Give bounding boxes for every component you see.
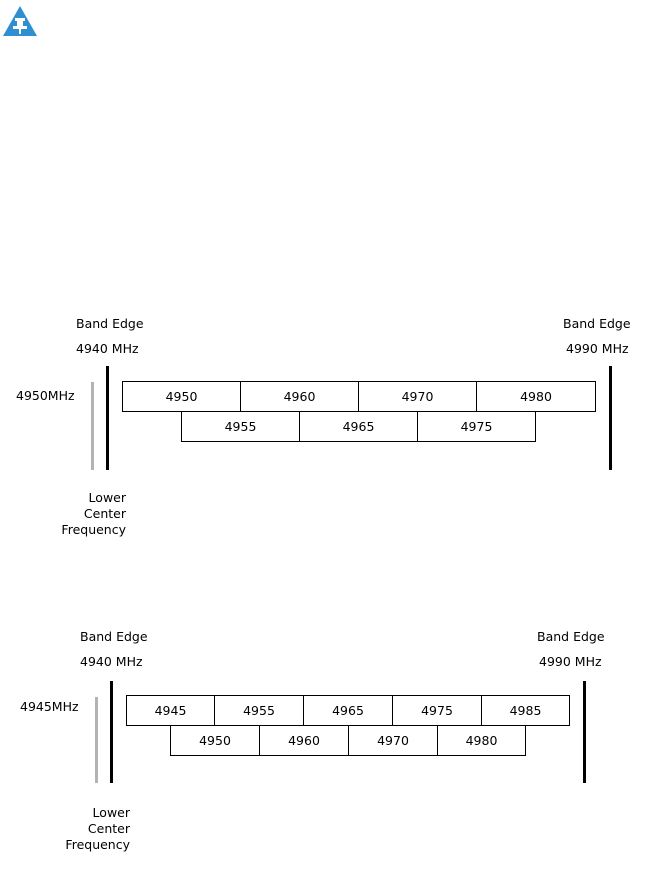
band-edge-right-line: [583, 681, 586, 783]
pushpin-note-icon: [2, 5, 38, 37]
band-edge-left-line: [106, 366, 109, 470]
lower-center-frequency-line: [91, 382, 94, 470]
channel-cell: 4965: [299, 411, 418, 442]
band-edge-left-line: [110, 681, 113, 783]
lower-center-caption-line: Lower: [92, 805, 130, 820]
lower-center-freq-label: 4950MHz: [16, 388, 75, 403]
channel-cell: 4970: [358, 381, 477, 412]
channel-cell: 4965: [303, 695, 393, 726]
band-edge-right-freq: 4990 MHz: [566, 341, 629, 356]
channel-cell: 4975: [417, 411, 536, 442]
lower-center-caption-line: Center: [83, 506, 126, 521]
channel-cell: 4960: [259, 725, 349, 756]
lower-center-caption-line: Lower: [88, 490, 126, 505]
channel-cell: 4955: [181, 411, 300, 442]
band-edge-right-label: Band Edge: [563, 316, 631, 331]
band-edge-right-freq: 4990 MHz: [539, 654, 602, 669]
channel-cell: 4980: [437, 725, 526, 756]
channel-cell: 4950: [170, 725, 260, 756]
band-edge-left-freq: 4940 MHz: [76, 341, 139, 356]
channel-diagram-1: [0, 308, 649, 538]
channel-cell: 4945: [126, 695, 215, 726]
lower-center-frequency-line: [95, 697, 98, 783]
channel-cell: 4950: [122, 381, 241, 412]
lower-center-caption-line: Center: [87, 821, 130, 836]
channel-cell: 4975: [392, 695, 482, 726]
channel-diagram-2: [0, 621, 649, 851]
channel-cell: 4985: [481, 695, 570, 726]
channel-cell: 4970: [348, 725, 438, 756]
band-edge-left-label: Band Edge: [80, 629, 148, 644]
channel-cell: 4960: [240, 381, 359, 412]
channel-cell: 4980: [476, 381, 596, 412]
channel-cell: 4955: [214, 695, 304, 726]
lower-center-caption-line: Frequency: [61, 522, 126, 537]
band-edge-left-label: Band Edge: [76, 316, 144, 331]
band-edge-right-line: [609, 366, 612, 470]
band-edge-left-freq: 4940 MHz: [80, 654, 143, 669]
lower-center-freq-label: 4945MHz: [20, 699, 79, 714]
lower-center-caption-line: Frequency: [65, 837, 130, 852]
band-edge-right-label: Band Edge: [537, 629, 605, 644]
